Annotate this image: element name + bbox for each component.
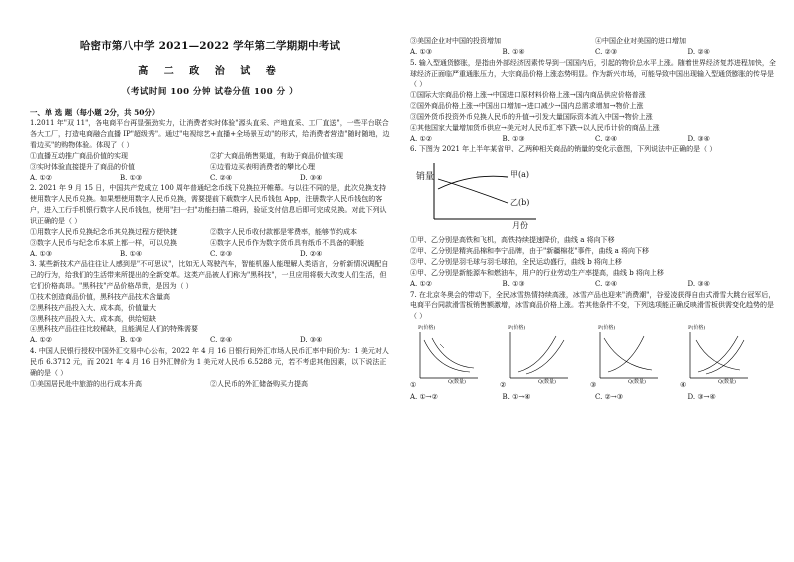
choice: D. ②④ bbox=[687, 47, 710, 56]
quantity-label: Q(数量) bbox=[718, 379, 737, 386]
option: ②甲、乙分别是精宾品棉和李宁品牌，由于"新疆棉花"事件，曲线 a 将向下移 bbox=[410, 247, 650, 256]
quantity-label: Q(数量) bbox=[538, 379, 557, 386]
sales-chart bbox=[416, 159, 541, 231]
choice: C. ②④ bbox=[210, 173, 233, 182]
option: ③甲、乙分别是羽毛球与羽毛球拍，全民运动盛行，曲线 b 将向上移 bbox=[410, 257, 622, 266]
choice: A. ①③ bbox=[410, 47, 433, 56]
option: ②人民币的外汇储备购买力提高 bbox=[210, 379, 308, 388]
choice: D. ③→④ bbox=[687, 393, 716, 402]
series-b-label: 乙(b) bbox=[510, 198, 530, 208]
choice: A. ①② bbox=[410, 134, 433, 143]
option: ②扩大商品销售渠道，有助于商品价值实现 bbox=[210, 151, 343, 160]
curve-b bbox=[438, 179, 508, 203]
question-7 bbox=[410, 290, 780, 403]
y-axis-label: 销量 bbox=[416, 172, 435, 183]
question-text: 5. 输入型通货膨胀，是指由外部经济因素传导到一国国内后，引起的物价总水平上涨。随着世界经济复苏进程加快，全球经济正面临严重通胀压力，大宗商品价格上涨态势明显。作为新兴市场，可能导致中国出现输入型通货膨胀的传导是（ ） bbox=[410, 58, 776, 89]
question-6 bbox=[410, 144, 780, 289]
quantity-label: Q(数量) bbox=[628, 379, 647, 386]
option: ④数字人民币作为数字货币具有纸币不具备的职能 bbox=[210, 238, 364, 247]
exam-title: 哈密市第八中学 2021—2022 学年第二学期期中考试 bbox=[79, 40, 341, 52]
choice: B. ①③ bbox=[120, 173, 143, 182]
choice: C. ②→③ bbox=[595, 393, 623, 402]
question-text: 7. 在北京冬奥会的带动下，全民冰雪热情持续高涨，冰雪产品也迎来"消费潮"，谷爱凌获得自由式滑雪大跳台冠军后，电商平台同款滑雪板销售额激增，冰雪商品价格上涨。若其他条件不变，下列选项能正确反映滑雪板供需变化趋势的是（ ） bbox=[410, 290, 776, 321]
graph-4 bbox=[680, 326, 752, 390]
choice: A. ①→② bbox=[410, 393, 438, 402]
choice: A. ①② bbox=[30, 173, 53, 182]
x-axis-label: 月份 bbox=[512, 221, 528, 231]
exam-subtitle: 高 二 政 治 试 卷 bbox=[138, 66, 282, 78]
graph-1 bbox=[410, 326, 482, 390]
question-text: 1.2011 年"双 11"，各电商平台再显强劲实力，让消费者实时体验"源头直采、产地直采、工厂直送"，一些平台联合各大工厂，打造电商融合直播 IP"超级秀"。通过"电视综艺+直播+全场景互动"的形式，给消费者营造"随时随地，边看边买"的购物体验。体现了（ ） bbox=[30, 119, 390, 150]
option: ④其他国家大量增加货币供应→美元对人民币汇率下跌→以人民币计价的商品上涨 bbox=[410, 123, 660, 132]
series-a-label: 甲(a) bbox=[510, 170, 530, 180]
option: ①技术创造商品价值，黑科技产品技术含量高 bbox=[30, 292, 170, 301]
section-heading: 一、单 选 题（每小题 2分，共 50分） bbox=[30, 107, 160, 117]
graph-number: ② bbox=[500, 381, 507, 390]
left-column bbox=[30, 0, 390, 390]
option: ①直播互动推广商品价值的实现 bbox=[30, 151, 128, 160]
choice: B. ①④ bbox=[120, 249, 143, 258]
supply-demand-graphs bbox=[410, 326, 780, 390]
question-text: 2. 2021 年 9 月 15 日，中国共产党成立 100 周年普通纪念币线下兑换拉开帷幕。与以往不同的是，此次兑换支持使用数字人民币兑换。如果想使用数字人民币兑换，需要提前下载数字人民币钱包 App，注册数字人民币钱包的客户，进入工行手机银行数字人民币钱包，使用"扫一扫"功能扫描二维码，验证支付信息后即可完成兑换。对此下列认识正确的是（ ） bbox=[30, 184, 387, 225]
option: ③黑科技产品投入大、成本高，供给短缺 bbox=[30, 314, 156, 323]
option: ①用数字人民币兑换纪念币其兑换过程方便快捷 bbox=[30, 227, 177, 236]
question-text: 4. 中国人民银行授权中国外汇交易中心公布，2022 年 4 月 16 日银行间外汇市场人民币汇率中间价为：1 美元对人民币 6.3712 元，而 2021 年 4 月 16 日外汇牌价为 1 美元对人民币 6.5288 元，若不考虑其他因素，以下说法正确的是（ ） bbox=[30, 347, 389, 377]
question-2 bbox=[30, 183, 390, 259]
graph-3 bbox=[590, 326, 662, 390]
graph-number: ③ bbox=[590, 381, 597, 390]
option: ①甲、乙分别是高铁和飞机，高铁持续提速降价，曲线 a 将向下移 bbox=[410, 236, 615, 245]
option: ②国外商品价格上涨→中国出口增加→进口减少→国内总需求增加→物价上涨 bbox=[410, 102, 644, 111]
graph-number: ④ bbox=[680, 381, 687, 390]
price-label: P(价格) bbox=[418, 325, 436, 332]
choice: B. ①③ bbox=[502, 279, 525, 288]
question-1 bbox=[30, 118, 390, 183]
choice: D. ③④ bbox=[687, 279, 710, 288]
option: ④黑科技产品往往比较稀缺，且能满足人们的特殊需要 bbox=[30, 325, 198, 334]
question-text: 3. 某些新技术产品往往让人感到是"不可思议"，比如无人驾驶汽车，智能机器人能理解人类语言，分析新情况调配自己的行为，给我们的生活带来所提出的全新变革。这类产品被人们称为"黑科技"，一旦应用将极大改变人们生活，但它们价格高昂。"黑科技"产品价格昂贵，是因为（ ） bbox=[30, 260, 389, 291]
price-label: P(价格) bbox=[508, 325, 526, 332]
graph-number: ① bbox=[410, 381, 417, 390]
option: ①国际大宗商品价格上涨→中国进口原材料价格上涨→国内商品供应价格普涨 bbox=[410, 91, 646, 100]
option: ③国外货币投资外币兑换人民币的升值→引发大量国际资本流入中国→物价上涨 bbox=[410, 112, 653, 121]
price-label: P(价格) bbox=[598, 325, 616, 332]
choice: C. ②④ bbox=[595, 279, 618, 288]
exam-note: （考试时间 100 分钟 试卷分值 100 分 ） bbox=[121, 86, 299, 97]
question-3 bbox=[30, 259, 390, 346]
choice: D. ②④ bbox=[300, 249, 323, 258]
choice: A. ①② bbox=[30, 336, 53, 345]
option: ②黑科技产品投入大、成本高，价值量大 bbox=[30, 303, 156, 312]
quantity-label: Q(数量) bbox=[448, 379, 467, 386]
choice: D. ③④ bbox=[300, 336, 323, 345]
choice: B. ①③ bbox=[502, 134, 525, 143]
choice: C. ②④ bbox=[210, 336, 233, 345]
question-4 bbox=[30, 346, 390, 389]
price-label: P(价格) bbox=[688, 325, 706, 332]
option: ③数字人民币与纪念币本质上都一样，可以兑换 bbox=[30, 238, 177, 247]
choice: B. ①→④ bbox=[502, 393, 531, 402]
option: ④中国企业对美国的进口增加 bbox=[595, 37, 686, 45]
choice: C. ②④ bbox=[595, 134, 618, 143]
option: ④甲、乙分别是新能源车和燃油车，用户的行业劳动生产率提高，曲线 b 将向上移 bbox=[410, 268, 664, 277]
option: ②数字人民币收付款都是零费率，能够节约成本 bbox=[210, 227, 357, 236]
question-5 bbox=[410, 58, 780, 145]
choice: B. ①④ bbox=[502, 47, 525, 56]
choice: B. ①③ bbox=[120, 336, 143, 345]
choice: A. ①③ bbox=[30, 249, 53, 258]
choice: C. ②③ bbox=[210, 249, 233, 258]
option: ③实时体验直接提升了商品的价值 bbox=[30, 162, 135, 171]
question-text: 6. 下图为 2021 年上半年某省甲、乙两种相关商品的销量的变化示意图，下列说法中正确的是（ ） bbox=[410, 145, 717, 154]
choice: A. ①② bbox=[410, 279, 433, 288]
choice: C. ②③ bbox=[595, 47, 618, 56]
option: ①美国居民赴中旅游的出行成本升高 bbox=[30, 379, 142, 388]
choice: D. ③④ bbox=[300, 173, 323, 182]
choice: D. ③④ bbox=[687, 134, 710, 143]
right-column bbox=[410, 36, 780, 403]
option: ③美国企业对中国的投资增加 bbox=[410, 37, 501, 45]
graph-2 bbox=[500, 326, 572, 390]
option: ④边看边买表明消费者的攀比心理 bbox=[210, 162, 315, 171]
